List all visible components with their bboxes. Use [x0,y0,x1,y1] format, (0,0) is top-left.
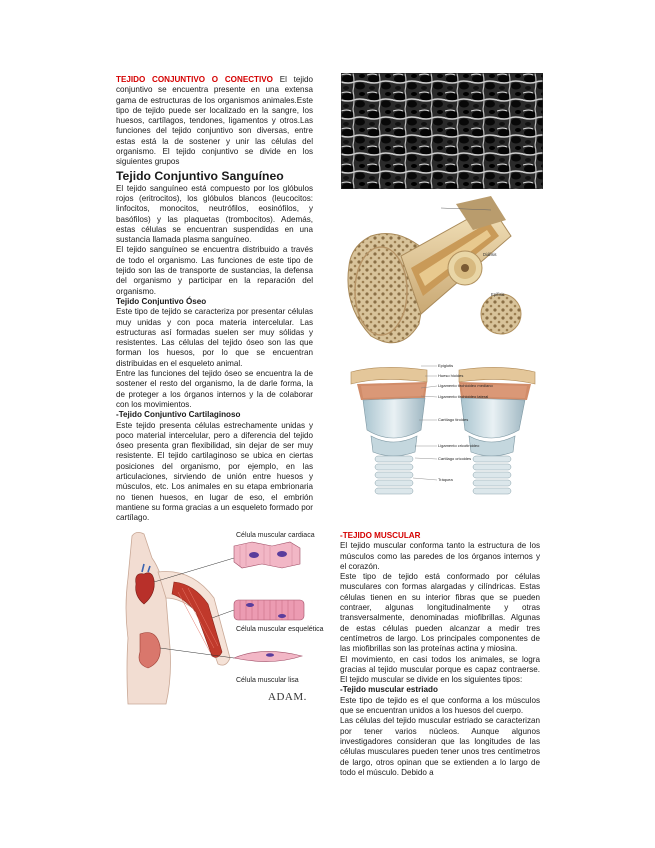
intro-paragraph [116,75,313,168]
striated-muscle-heading: -Tejido muscular estriado [340,685,438,695]
larynx-label-cricoid: Cartílago cricoides [438,456,472,461]
label-skeletal-cell: Célula muscular esquelética [236,626,324,633]
larynx-label-hyoid: Hueso hioides [438,373,464,378]
muscle-paragraph-2: Este tipo de tejido está conformado por células musculares con formas alargadas y cilíndricas. Estas células tienen en su interior fibras que se pueden contraer, algunas longitudinalmente y otras transversalmente, denominadas miofibrillas. Algunas de estas células pueden alcanzar a medir tres centímetros de largo. Los principales componentes de las miofibrillas son las proteínas actina y miosina. [340,572,540,654]
long-bone-illustration [341,196,545,356]
muscle-paragraph-3: El movimiento, en casi todos los animales, se logra gracias al tejido muscular porque es capaz contraerse. El tejido muscular se divide en los siguientes tipos: [340,654,540,685]
label-smooth-cell: Célula muscular lisa [236,677,299,684]
label-cardiac-cell: Célula muscular cardiaca [236,532,315,539]
intro-text: El tejido conjuntivo se encuentra presente en una extensa gama de estructuras de los organismos animales.Este tipo de tejido puede ser localizado en la sangre, los huesos, cartílagos, tendones, ligamentos y otros.Las funciones del tejido conjuntivo son diversas, entre estas está la de sostener y unir las células del organismo. El tejido conjuntivo se divide en los siguientes grupos [116,75,313,167]
bone-paragraph-2: Entre las funciones del tejido óseo se encuentra la de sostener el resto del organismo, la de darle forma, la de proteger a los órganos internos y la de colaborar con los movimientos. [116,369,313,409]
larynx-label-median-ligament: Ligamento tirohioideo mediano [438,383,493,388]
bone-paragraph-1: Este tipo de tejido se caracteriza por presentar células muy unidas y con poca materia intercelular. Las estructuras así formadas suelen ser muy sólidas y resistentes. Las células del tejido óseo son las que forman los huesos, por lo que se encuentran distribuidas en el esqueleto animal. [116,307,313,368]
cartilage-tissue-heading: -Tejido Conjuntivo Cartilaginoso [116,410,241,420]
right-text-column [340,531,540,778]
striated-paragraph-2: Las células del tejido muscular estriado se caracterizan por tener varios núcleos. Aunque algunos investigadores consideran que las longitudes de las células musculares pueden tener unos tres centímetros de largo, otros opinan que se extienden a lo largo de todo el músculo. Debido a [340,716,540,777]
bone-tissue-heading: Tejido Conjuntivo Óseo [116,296,207,306]
muscle-cells-illustration [122,528,324,706]
blood-paragraph-2: El tejido sanguíneo se encuentra distribuido a través de todo el organismo. Las funciones de este tipo de tejido son las de transporte de sustancias, la defensa del organismo y participar en la reparación del organismo. [116,245,313,296]
larynx-label-epiglottis: Epiglotis [438,363,454,368]
larynx-cartilage-illustration [341,360,545,500]
larynx-label-thyroid: Cartílago tiroides [438,417,469,422]
striated-paragraph-1: Este tipo de tejido es el que conforma a los músculos que se encuentran unidos a los huesos del cuerpo. [340,695,540,716]
cartilage-paragraph: Este tejido presenta células estrechamente unidas y poco material intercelular, pero a diferencia del tejido óseo presenta gran flexibilidad, sin dejar de ser muy resistente. El tejido cartilaginoso se ubica en ciertas posiciones del organismo, por ejemplo, en las articulaciones, sirviendo de unión entre huesos y músculos, etc. Los animales en su etapa embrionaria no tienen huesos, en lugar de eso, el embrión mantiene su forma gracias a un esqueleto formado por cartílago. [116,420,313,523]
spongy-bone-micrograph [341,73,543,189]
bone-label-diaphysis: Diáfisis [483,252,497,257]
bone-label-epiphysis: Epífisis [491,292,505,297]
larynx-label-cricothyroid: Ligamento cricotiroideo [438,443,480,448]
left-text-column [116,75,313,523]
muscle-tissue-title: -TEJIDO MUSCULAR [340,531,421,540]
larynx-label-trachea: Tráquea [438,477,453,482]
blood-paragraph-1: El tejido sanguíneo está compuesto por los glóbulos rojos (eritrocitos), los glóbulos blancos (leucocitos: linfocitos, monocitos, neutrófilos, eosinófilos, y basófilos) y las plaquetas (trombocitos). Además, estas células se encuentran suspendidas en una sustancia llamada plasma sanguíneo. [116,183,313,245]
connective-tissue-title: TEJIDO CONJUNTIVO O CONECTIVO [116,75,273,84]
larynx-label-lateral-ligament: Ligamento tirohioideo lateral [438,394,489,399]
muscle-paragraph-1: El tejido muscular conforma tanto la estructura de los músculos como las paredes de los órganos internos y el corazón. [340,541,540,571]
blood-tissue-heading: Tejido Conjuntivo Sanguíneo [116,168,284,183]
adam-logo: ADAM. [268,691,307,703]
